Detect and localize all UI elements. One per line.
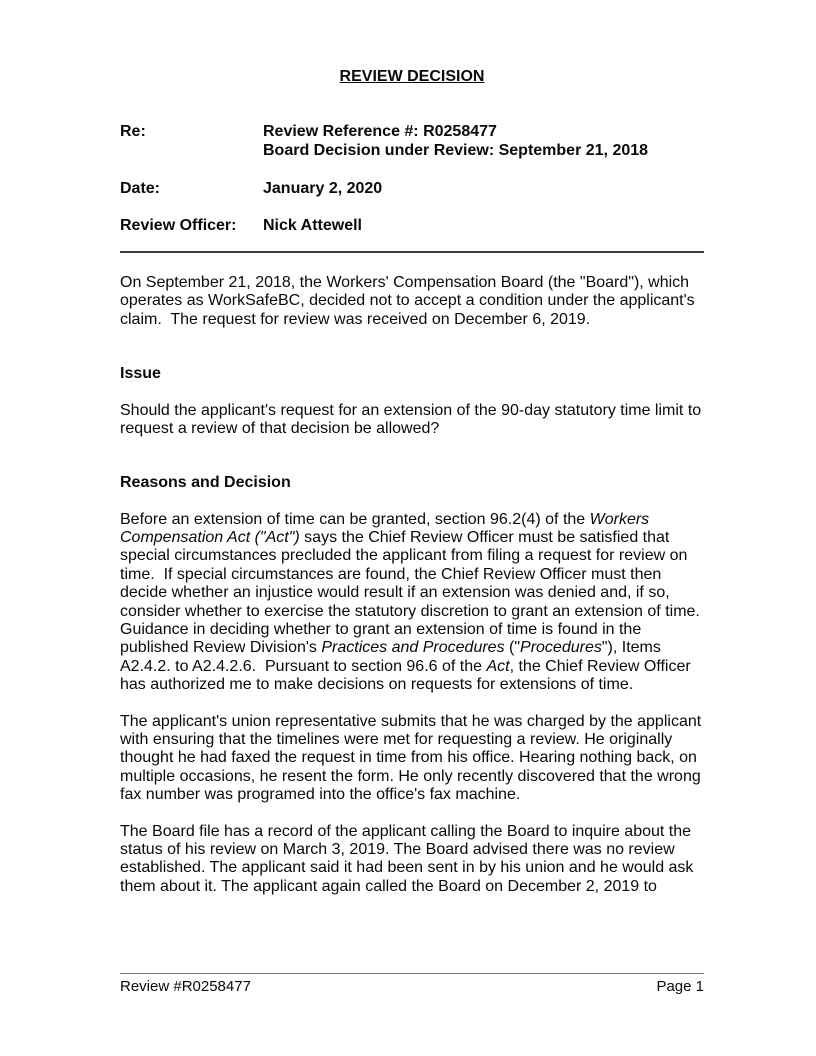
reasons-heading: Reasons and Decision [120, 474, 291, 492]
meta-row-re [120, 123, 704, 160]
review-officer-label: Review Officer: [120, 216, 237, 234]
reasons-paragraph-2: The applicant's union representative submits that he was charged by the applicant with ensuring that the timelines were met for requesting a review. He originally thought he had faxed the request in time from his office. Hearing nothing back, on multiple occasions, he resent the form. He only recently discovered that the wrong fax number was programed into the office's fax machine. [120, 712, 706, 804]
page-footer [120, 973, 704, 995]
meta-row-date [120, 180, 704, 198]
date-label: Date: [120, 180, 161, 198]
re-value [263, 123, 704, 160]
re-label: Re: [120, 123, 146, 141]
footer-review-number: Review #R0258477 [120, 978, 251, 995]
issue-heading: Issue [120, 365, 161, 383]
header-meta-block [120, 123, 704, 235]
intro-paragraph: On September 21, 2018, the Workers' Compensation Board (the "Board"), which operates as WorkSafeBC, decided not to accept a condition under the applicant's claim. The request for review was received on December 6, 2019. [120, 273, 700, 328]
document-title: REVIEW DECISION [339, 68, 485, 85]
date-value: January 2, 2020 [263, 180, 383, 198]
reasons-paragraph-1: Before an extension of time can be granted, section 96.2(4) of the Workers Compensation Act ("Act") says the Chief Review Officer must be satisfied that special circumstances precluded the applicant from filing a request for review on time. If special circumstances are found, the Chief Review Officer must then decide whether an injustice would result if an extension was denied and, if so, consider whether to exercise the statutory discretion to grant an extension of time. Guidance in deciding whether to grant an extension of time is found in the published Review Division's Practices and Procedures ("Procedures"), Items A2.4.2. to A2.4.2.6. Pursuant to section 96.6 of the Act, the Chief Review Officer has authorized me to make decisions on requests for extensions of time. [120, 510, 709, 694]
review-officer-value: Nick Attewell [263, 216, 362, 234]
footer-page-number: Page 1 [656, 978, 704, 995]
meta-row-review-officer [120, 217, 704, 235]
review-reference-line: Review Reference #: R0258477 [263, 123, 497, 141]
header-divider-rule [120, 251, 704, 253]
issue-paragraph: Should the applicant's request for an extension of the 90-day statutory time limit to request a review of that decision be allowed? [120, 401, 706, 437]
reasons-paragraph-3: The Board file has a record of the applicant calling the Board to inquire about the status of his review on March 3, 2019. The Board advised there was no review established. The applicant said it had been sent in by his union and he would ask them about it. The applicant again called the Board on December 2, 2019 to [120, 822, 698, 895]
board-decision-line: Board Decision under Review: September 21, 2018 [263, 141, 649, 159]
